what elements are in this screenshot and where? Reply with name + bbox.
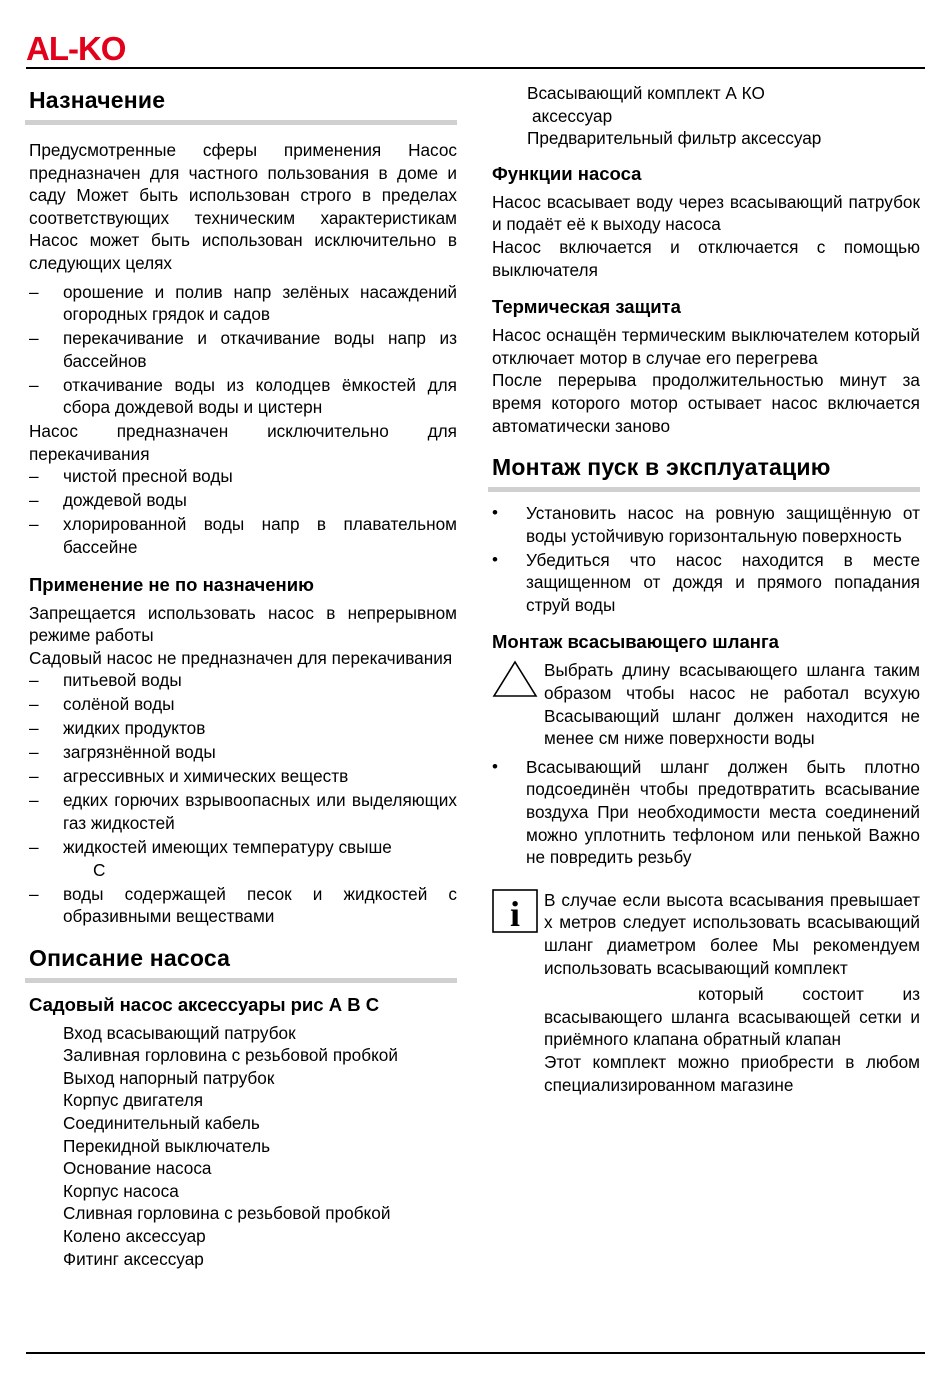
functions-heading: Функции насоса xyxy=(492,162,642,184)
list-item: – агрессивных и химических веществ xyxy=(29,766,349,787)
description-subheading: Садовый насос аксессуары рис А В С xyxy=(29,993,380,1015)
hose-heading: Монтаж всасывающего шланга xyxy=(492,631,779,653)
list-item: – перекачивание и откачивание воды напр из бассейнов xyxy=(29,328,457,371)
list-item: Корпус насоса xyxy=(63,1180,179,1201)
left-column xyxy=(29,80,457,1270)
thermal-heading: Термическая защита xyxy=(492,296,681,318)
list-item: аксессуар xyxy=(532,105,613,126)
list-item: – воды содержащей песок и жидкостей с образивными веществами xyxy=(29,883,457,927)
list-item: Вход всасывающий патрубок xyxy=(63,1022,296,1043)
misuse-text-1: Запрещается использовать насос в непрерывном режиме работы xyxy=(29,602,457,646)
functions-text-1: Насос всасывает воду через всасывающий патрубок и подаёт её к выходу насоса xyxy=(492,191,920,235)
list-item: Основание насоса xyxy=(63,1158,212,1179)
thermal-text-2: После перерыва продолжительностью минут за время которого мотор остывает насос включается автоматически заново xyxy=(492,370,920,436)
misuse-heading: Применение не по назначению xyxy=(29,573,314,595)
list-item: Фитинг аксессуар xyxy=(63,1248,204,1269)
mounting-list xyxy=(492,502,920,616)
info-text-2: который состоит из всасывающего шланга всасывающей сетки и приёмного клапана обратный клапан xyxy=(544,984,920,1050)
footer-rule xyxy=(26,1352,925,1354)
right-column xyxy=(492,82,920,1096)
list-item: – жидких продуктов xyxy=(29,718,206,739)
list-item: Корпус двигателя xyxy=(63,1090,204,1111)
purpose-intro: Предусмотренные сферы применения Насос предназначен для частного пользования в доме и саду Может быть использован строго в пределах соответствующих техническим характеристикам Насос может быть использован исключительно в следующих целях xyxy=(29,140,457,273)
functions-text-2: Насос включается и отключается с помощью выключателя xyxy=(492,236,920,280)
list-item: – едких горючих взрывоопасных или выделяющих газ жидкостей xyxy=(29,790,457,833)
list-item: – солёной воды xyxy=(29,694,175,715)
intended-intro: Насос предназначен исключительно для перекачивания xyxy=(29,421,457,464)
hose-list xyxy=(492,756,920,869)
uses-list xyxy=(29,281,457,419)
warning-triangle-icon xyxy=(492,659,538,699)
list-item: Всасывающий комплект А КО xyxy=(527,83,765,103)
list-item: Перекидной выключатель xyxy=(63,1135,271,1156)
info-text-1: В случае если высота всасывания превышает х метров следует использовать всасывающий шланг диаметром более Мы рекомендуем использовать всасывающий комплект xyxy=(544,889,920,978)
info-note xyxy=(492,889,920,1096)
list-item: – орошение и полив напр зелёных насаждений огородных грядок и садов xyxy=(29,281,457,325)
list-item: – чистой пресной воды xyxy=(29,466,233,487)
info-icon xyxy=(492,889,538,933)
parts-continued xyxy=(492,82,920,150)
misuse-text-2: Садовый насос не предназначен для перекачивания xyxy=(29,647,453,668)
list-item: • Убедиться что насос находится в месте защищенном от дождя и прямого попадания струй воды xyxy=(492,549,920,615)
list-item: – откачивание воды из колодцев ёмкостей для сбора дождевой воды и цистерн xyxy=(29,374,457,418)
warning-text: Выбрать длину всасывающего шланга таким образом чтобы насос не работал всухую Всасывающий шланг должен находится не менее см ниже поверхности воды xyxy=(544,660,920,749)
list-item: Предварительный фильтр аксессуар xyxy=(527,128,822,149)
list-item: – жидкостей имеющих температуру свыше С xyxy=(29,836,392,880)
temp-unit: С xyxy=(93,859,106,880)
mounting-heading: Монтаж пуск в эксплуатацию xyxy=(492,454,831,481)
list-item: • Всасывающий шланг должен быть плотно подсоединён чтобы предотвратить всасывание воздуха При необходимости места соединений можно уплотнить тефлоном или пенькой Важно не повредить резьбу xyxy=(492,756,920,868)
heading-underline xyxy=(25,978,457,983)
list-item: Соединительный кабель xyxy=(63,1113,260,1134)
list-item: Выход напорный патрубок xyxy=(63,1067,275,1088)
misuse-list xyxy=(29,669,457,927)
header-rule xyxy=(26,67,925,69)
list-item: – питьевой воды xyxy=(29,670,182,691)
list-item: Заливная горловина с резьбовой пробкой xyxy=(63,1045,398,1066)
parts-list xyxy=(63,1022,457,1271)
list-item: – дождевой воды xyxy=(29,490,187,511)
description-heading: Описание насоса xyxy=(29,944,231,971)
info-text-3: Этот комплект можно приобрести в любом специализированном магазине xyxy=(544,1051,920,1095)
list-item: – загрязнённой воды xyxy=(29,742,216,763)
purpose-heading: Назначение xyxy=(29,87,166,113)
logo-text: AL-KO xyxy=(26,32,126,64)
warning-note xyxy=(492,659,920,749)
list-item: Сливная горловина с резьбовой пробкой xyxy=(63,1203,391,1224)
thermal-text-1: Насос оснащён термическим выключателем который отключает мотор в случае его перегрева xyxy=(492,325,920,368)
heading-underline xyxy=(25,120,457,125)
list-item: • Установить насос на ровную защищённую от воды устойчивую горизонтальную поверхность xyxy=(492,503,920,546)
heading-underline xyxy=(488,487,920,492)
list-item: – хлорированной воды напр в плавательном бассейне xyxy=(29,514,457,558)
al-ko-logo xyxy=(26,32,148,64)
svg-text:i: i xyxy=(509,893,521,933)
intended-list xyxy=(29,465,457,558)
list-item: Колено аксессуар xyxy=(63,1226,206,1247)
